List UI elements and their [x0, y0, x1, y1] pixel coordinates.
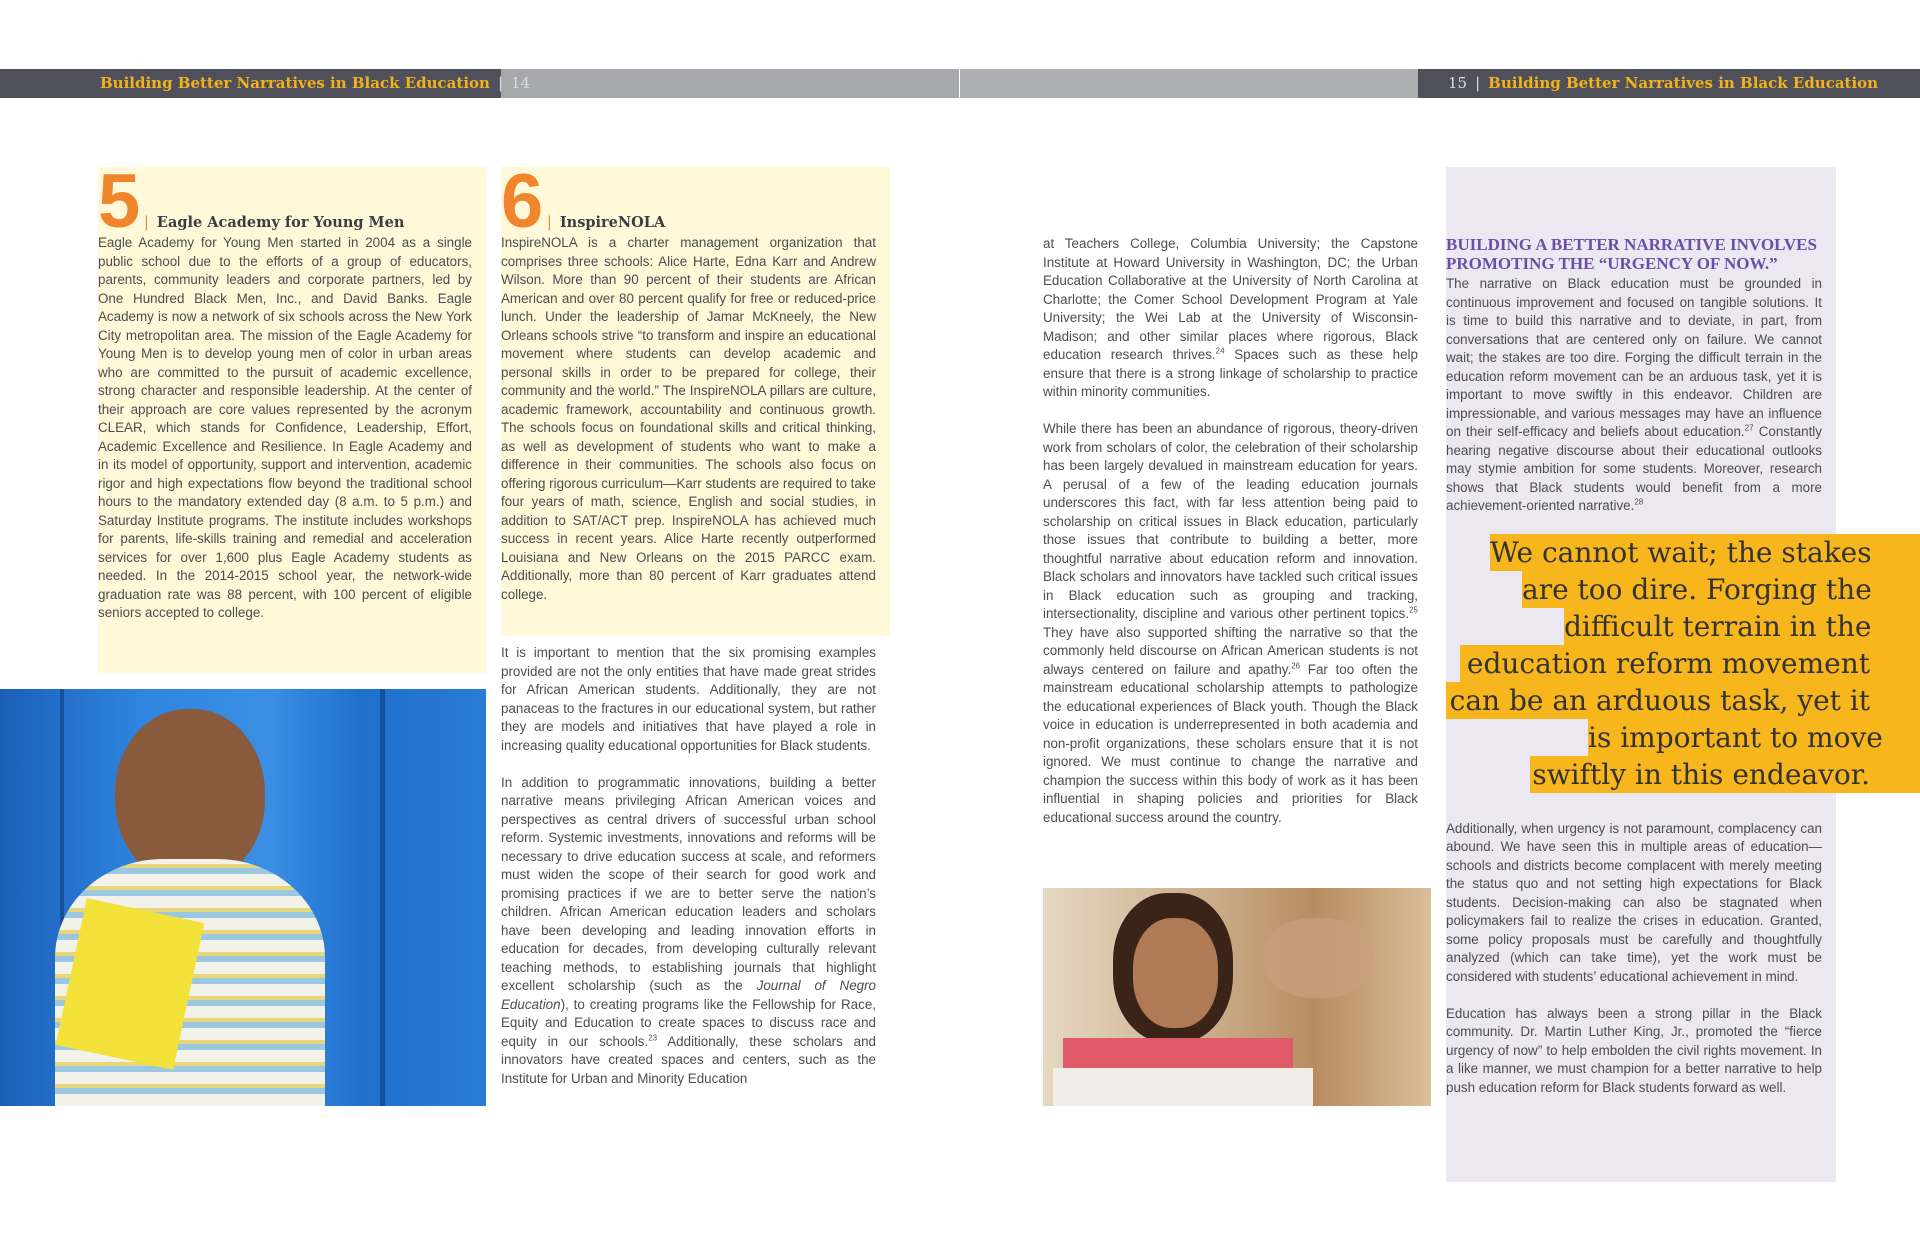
- sidebar: [1446, 235, 1920, 1097]
- pull-quote-line: are too dire. Forging the: [1522, 571, 1920, 608]
- footnote-ref: 27: [1744, 423, 1754, 433]
- running-title: Building Better Narratives in Black Education: [100, 74, 490, 92]
- running-header-left: Building Better Narratives in Black Education | 14: [100, 74, 531, 92]
- section-title-text: InspireNOLA: [559, 214, 666, 231]
- pull-quote: [1446, 534, 1920, 793]
- pull-quote-line: swiftly in this endeavor.: [1530, 756, 1920, 793]
- page-number: 15: [1448, 74, 1468, 92]
- section-header: [98, 159, 472, 244]
- pull-quote-line: can be an arduous task, yet it: [1446, 682, 1920, 719]
- footnote-ref: 25: [1409, 605, 1418, 615]
- paragraph: Education has always been a strong pillar in the Black community. Dr. Martin Luther King, Jr., promoted the “fierce urgency of now” to help embolden the civil rights movement. In a like manner, we must champion for a better narrative to help push education reform for Black students forward as well.: [1446, 1005, 1822, 1095]
- footnote-ref: 28: [1634, 497, 1644, 507]
- paragraph: at Teachers College, Columbia University; the Capstone Institute at Howard University in Washington, DC; the Urban Education Collaborative at the University of North Carolina at Charlotte; the Comer School Development Program at Yale University; the Wei Lab at the University of Wisconsin-Madison; and other similar places where rigorous, Black education research thrives.$^{24}$ Spaces such as these help ensure that there is a strong linkage of scholarship to practice within minority communities.: [1043, 236, 1418, 399]
- column-3-text: [1043, 235, 1418, 827]
- paragraph: The narrative on Black education must be grounded in continuous improvement and focused on tangible solutions. It is time to build this narrative and to deviate, in part, from conversations that are centered only on failure. We cannot wait; the stakes are too dire. Forging the difficult terrain in the education reform movement can be an arduous task, yet it is important to move swiftly in this endeavor. Children are impressionable, and various messages may have an influence on their self-efficacy and beliefs about education.$^{27}$ Constantly hearing negative discourse about their educational outlooks may stymie ambition for some students. Moreover, research shows that Black students would benefit from a more achievement-oriented narrative.$^{28}$: [1446, 276, 1822, 513]
- footnote-ref: 23: [648, 1033, 658, 1043]
- column-2: [501, 159, 890, 1088]
- pull-quote-line: education reform movement: [1460, 645, 1920, 682]
- section-title-text: Eagle Academy for Young Men: [156, 214, 405, 231]
- photo-student-books: [1043, 888, 1431, 1106]
- running-header-right: 15 | Building Better Narratives in Black Education: [1448, 74, 1879, 92]
- section-5-box: [98, 159, 486, 673]
- column-2-text: [501, 644, 876, 1088]
- footnote-ref: 24: [1215, 346, 1225, 356]
- running-title: Building Better Narratives in Black Education: [1488, 74, 1879, 92]
- pull-quote-line: difficult terrain in the: [1564, 608, 1920, 645]
- header-bar-gray-left: [501, 69, 959, 98]
- section-number: 6: [501, 159, 544, 244]
- section-header: [501, 159, 876, 244]
- section-title: | Eagle Academy for Young Men: [144, 214, 405, 231]
- paragraph: Additionally, when urgency is not paramount, complacency can abound. We have seen this in multiple areas of education—schools and districts become complacent with merely meeting the status quo and not setting high expectations for Black students. Decision-making can also be stagnated when policymakers fail to realize the crises in education. Granted, some policy proposals must be carefully and thoughtfully analyzed (which can take time), yet the work must be considered with students’ educational achievement in mind.: [1446, 820, 1822, 984]
- header-bar-gray-right: [960, 69, 1418, 98]
- pull-quote-line: is important to move: [1588, 719, 1920, 756]
- section-title: | InspireNOLA: [547, 214, 666, 231]
- paragraph: While there has been an abundance of rigorous, theory-driven work from scholars of color, the celebration of their scholarship has been largely devalued in mainstream education for years. A perusal of a few of the leading education journals underscores this fact, with far less attention being paid to scholarship on critical issues in Black education, particularly those issues that contribute to building a better, more thoughtful narrative about education reform and innovation. Black scholars and innovators have tackled such critical issues in Black education such as grouping and tracking, intersectionality, discipline and various other pertinent topics.$^{25}$ They have also supported shifting the narrative so that the commonly held discourse on African American students is not always centered on failure and apathy.$^{26}$ Far too often the mainstream educational scholarship attempts to pathologize the educational experiences of Black youth. Though the Black voice in education is underrepresented in both academia and non-profit organizations, these scholars ensure that it is not ignored. We must continue to change the narrative and champion the success within this body of work as it has been influential in shaping policies and priorities for Black educational success around the country.: [1043, 421, 1418, 825]
- section-number: 5: [98, 159, 141, 244]
- sidebar-text-1: [1446, 275, 1822, 516]
- sidebar-heading: BUILDING A BETTER NARRATIVE INVOLVES PROMOTING THE “URGENCY OF NOW.”: [1446, 235, 1817, 273]
- photo-student-lockers: [0, 689, 486, 1106]
- footnote-ref: 26: [1291, 661, 1301, 671]
- journal-title: Journal of Negro Education: [501, 978, 876, 1012]
- section-body: InspireNOLA is a charter management organization that comprises three schools: Alice Harte, Edna Karr and Andrew Wilson. More than 90 percent of their students are African American and over 80 percent qualify for free or reduced-price lunch. Under the leadership of Jamar McKneely, the New Orleans schools strive “to transform and inspire an educational movement where students can develop academic and personal skills in order to be prepared for college, their community and the world.” The InspireNOLA pillars are culture, academic framework, accountability and continuous growth. The schools focus on foundational skills and critical thinking, as well as development of students who want to make a difference in their communities. The schools also focus on offering rigorous curriculum—Karr students are required to take four years of math, science, English and social studies, in addition to SAT/ACT prep. InspireNOLA has achieved much success in recent years. Alice Harte recently outperformed Louisiana and New Orleans on the 2015 PARCC exam. Additionally, more than 80 percent of Karr graduates attend college.: [501, 235, 876, 602]
- paragraph: It is important to mention that the six promising examples provided are not the only entities that have made great strides for African American students. Additionally, they are not panaceas to the fractures in our educational system, but rather they are models and initiatives that have played a role in increasing quality educational opportunities for Black students.: [501, 645, 876, 753]
- paragraph: In addition to programmatic innovations, building a better narrative means privileging African American voices and perspectives as central drivers of successful urban school reform. Systemic investments, innovations and reforms will be necessary to drive education success at scale, and reformers must widen the scope of their search for good work and promising practices if we are to better serve the nation’s children. African American education leaders and scholars have been developing and leading innovation efforts in education for decades, from developing culturally relevant teaching methods, to establishing journals that highlight excellent scholarship (such as the Journal of Negro Education), to creating programs like the Fellowship for Race, Equity and Education to create spaces to discuss race and equity in our schools.$^{23}$ Additionally, these scholars and innovators have created spaces and centers, such as the Institute for Urban and Minority Education: [501, 774, 876, 1086]
- sidebar-text-2: [1446, 820, 1822, 1098]
- pull-quote-line: We cannot wait; the stakes: [1490, 534, 1920, 571]
- section-body: Eagle Academy for Young Men started in 2004 as a single public school due to the efforts of a group of educators, parents, community leaders and corporate partners, led by One Hundred Black Men, Inc., and David Banks. Eagle Academy is now a network of six schools across the New York City metropolitan area. The mission of the Eagle Academy for Young Men is to develop young men of color in urban areas who are committed to the pursuit of academic excellence, strong character and responsible leadership. At the center of their approach are core values represented by the acronym CLEAR, which stands for Confidence, Leadership, Effort, Academic Excellence and Resilience. In Eagle Academy and in its model of opportunity, support and intervention, academic rigor and high expectations flow beyond the traditional school hours to the mandatory extended day (8 a.m. to 5 p.m.) and Saturday Institute programs. The institute includes workshops for parents, life-skills training and remedial and acceleration services for over 1,600 plus Eagle Academy students as needed. In the 2014-2015 school year, the network-wide graduation rate was 88 percent, with 100 percent of eligible seniors accepted to college.: [98, 235, 472, 620]
- section-6-box: [501, 159, 890, 636]
- page-number: 14: [511, 74, 531, 92]
